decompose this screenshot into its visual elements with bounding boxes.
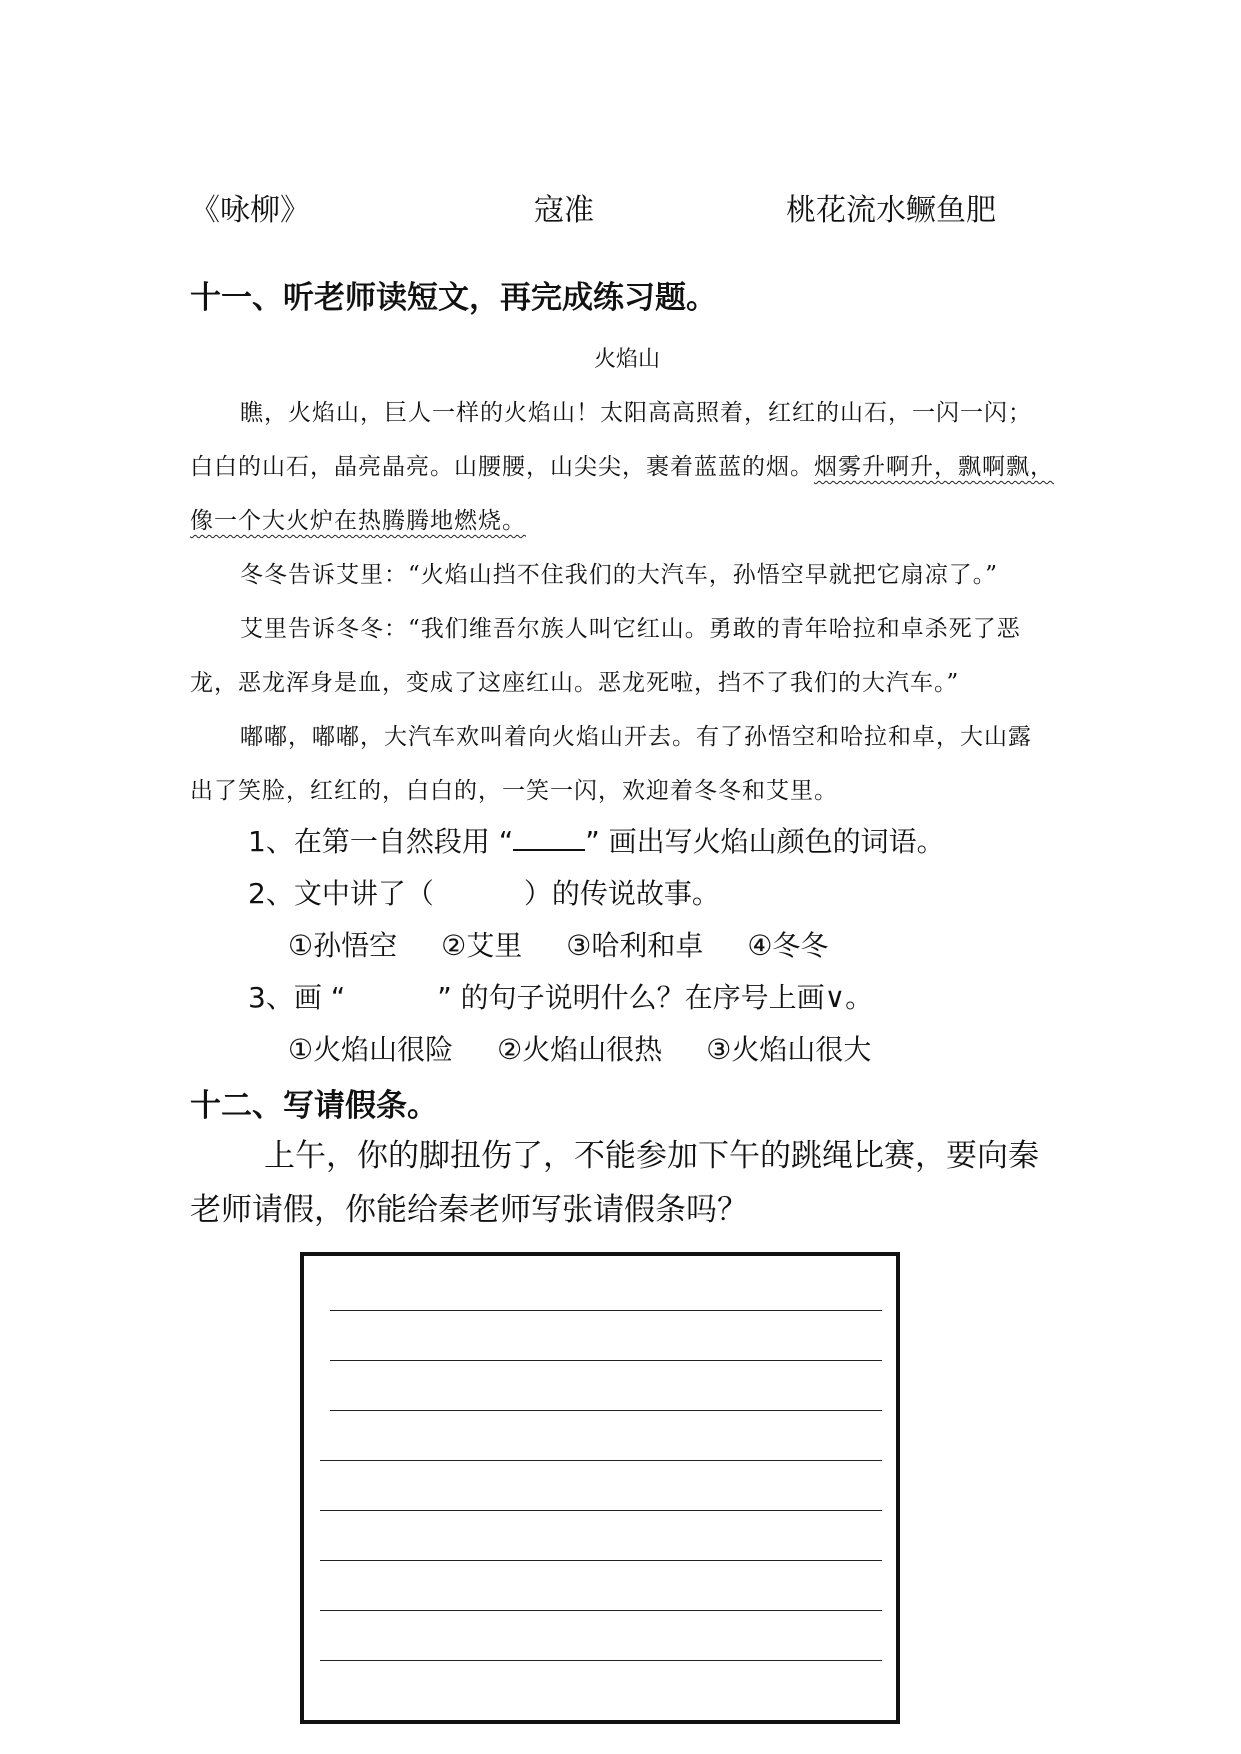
option-2-2[interactable]: ②艾里 xyxy=(441,929,523,962)
passage-p2: 冬冬告诉艾里：“火焰山挡不住我们的大汽车，孙悟空早就把它扇凉了。” xyxy=(240,562,999,588)
question-3-options xyxy=(288,1028,871,1068)
passage-p1-line2 xyxy=(190,448,1054,481)
writing-line-5 xyxy=(320,1510,882,1511)
writing-line-6 xyxy=(320,1560,882,1561)
question-1: 1、在第一自然段用 “ ” 画出写火焰山颜色的词语。 xyxy=(248,825,945,858)
writing-line-7 xyxy=(320,1610,882,1611)
writing-line-4 xyxy=(320,1460,882,1461)
option-3-1[interactable]: ①火焰山很险 xyxy=(288,1033,454,1066)
passage-p4-line2: 出了笑脸，红红的，白白的，一笑一闪，欢迎着冬冬和艾里。 xyxy=(190,778,838,804)
passage-p4-line1: 嘟嘟，嘟嘟，大汽车欢叫着向火焰山开去。有了孙悟空和哈拉和卓，大山露 xyxy=(240,724,1032,750)
answer-blank-wavy-line[interactable] xyxy=(345,985,437,1007)
passage-p3-line2: 龙，恶龙浑身是血，变成了这座红山。恶龙死啦，挡不了我们的大汽车。” xyxy=(190,670,960,696)
passage-wavy-sentence-part1: 烟雾升啊升，飘啊飘， xyxy=(814,454,1054,480)
poem-author: 寇准 xyxy=(534,193,594,228)
passage-wavy-sentence-part2: 像一个大火炉在热腾腾地燃烧。 xyxy=(190,508,526,534)
prompt-line2: 老师请假，你能给秦老师写张请假条吗？ xyxy=(190,1192,748,1228)
option-2-1[interactable]: ①孙悟空 xyxy=(288,929,398,962)
section-11-heading: 十一、听老师读短文，再完成练习题。 xyxy=(190,280,717,316)
writing-line-2 xyxy=(330,1360,882,1361)
story-title: 火焰山 xyxy=(594,347,661,372)
question-2: 2、文中讲了（ ）的传说故事。 xyxy=(248,877,720,910)
option-3-3[interactable]: ③火焰山很大 xyxy=(706,1033,872,1066)
question-2-options xyxy=(288,924,828,964)
prompt-line1: 上午，你的脚扭伤了，不能参加下午的跳绳比赛，要向秦 xyxy=(264,1138,1039,1174)
answer-blank-straight-line[interactable] xyxy=(513,827,585,851)
option-2-4[interactable]: ④冬冬 xyxy=(747,929,829,962)
option-3-2[interactable]: ②火焰山很热 xyxy=(497,1033,663,1066)
passage-p3-line1: 艾里告诉冬冬：“我们维吾尔族人叫它红山。勇敢的青年哈拉和卓杀死了恶 xyxy=(240,616,1021,642)
poem-verse: 桃花流水鳜鱼肥 xyxy=(786,193,996,228)
question-3: 3、画 “ ” 的句子说明什么？在序号上画∨。 xyxy=(248,981,874,1014)
writing-line-3 xyxy=(330,1410,882,1411)
passage-p1-line3 xyxy=(190,502,526,535)
section-12-heading: 十二、写请假条。 xyxy=(190,1088,438,1124)
option-2-3[interactable]: ③哈利和卓 xyxy=(566,929,704,962)
leave-note-writing-box[interactable] xyxy=(300,1252,900,1724)
poem-title: 《咏柳》 xyxy=(190,193,310,228)
writing-line-1 xyxy=(330,1310,882,1311)
writing-line-8 xyxy=(320,1660,882,1661)
passage-p1-line2-plain: 白白的山石，晶亮晶亮。山腰腰，山尖尖，裹着蓝蓝的烟。 xyxy=(190,454,814,480)
passage-p1-line1: 瞧，火焰山，巨人一样的火焰山！太阳高高照着，红红的山石，一闪一闪； xyxy=(240,400,1032,426)
